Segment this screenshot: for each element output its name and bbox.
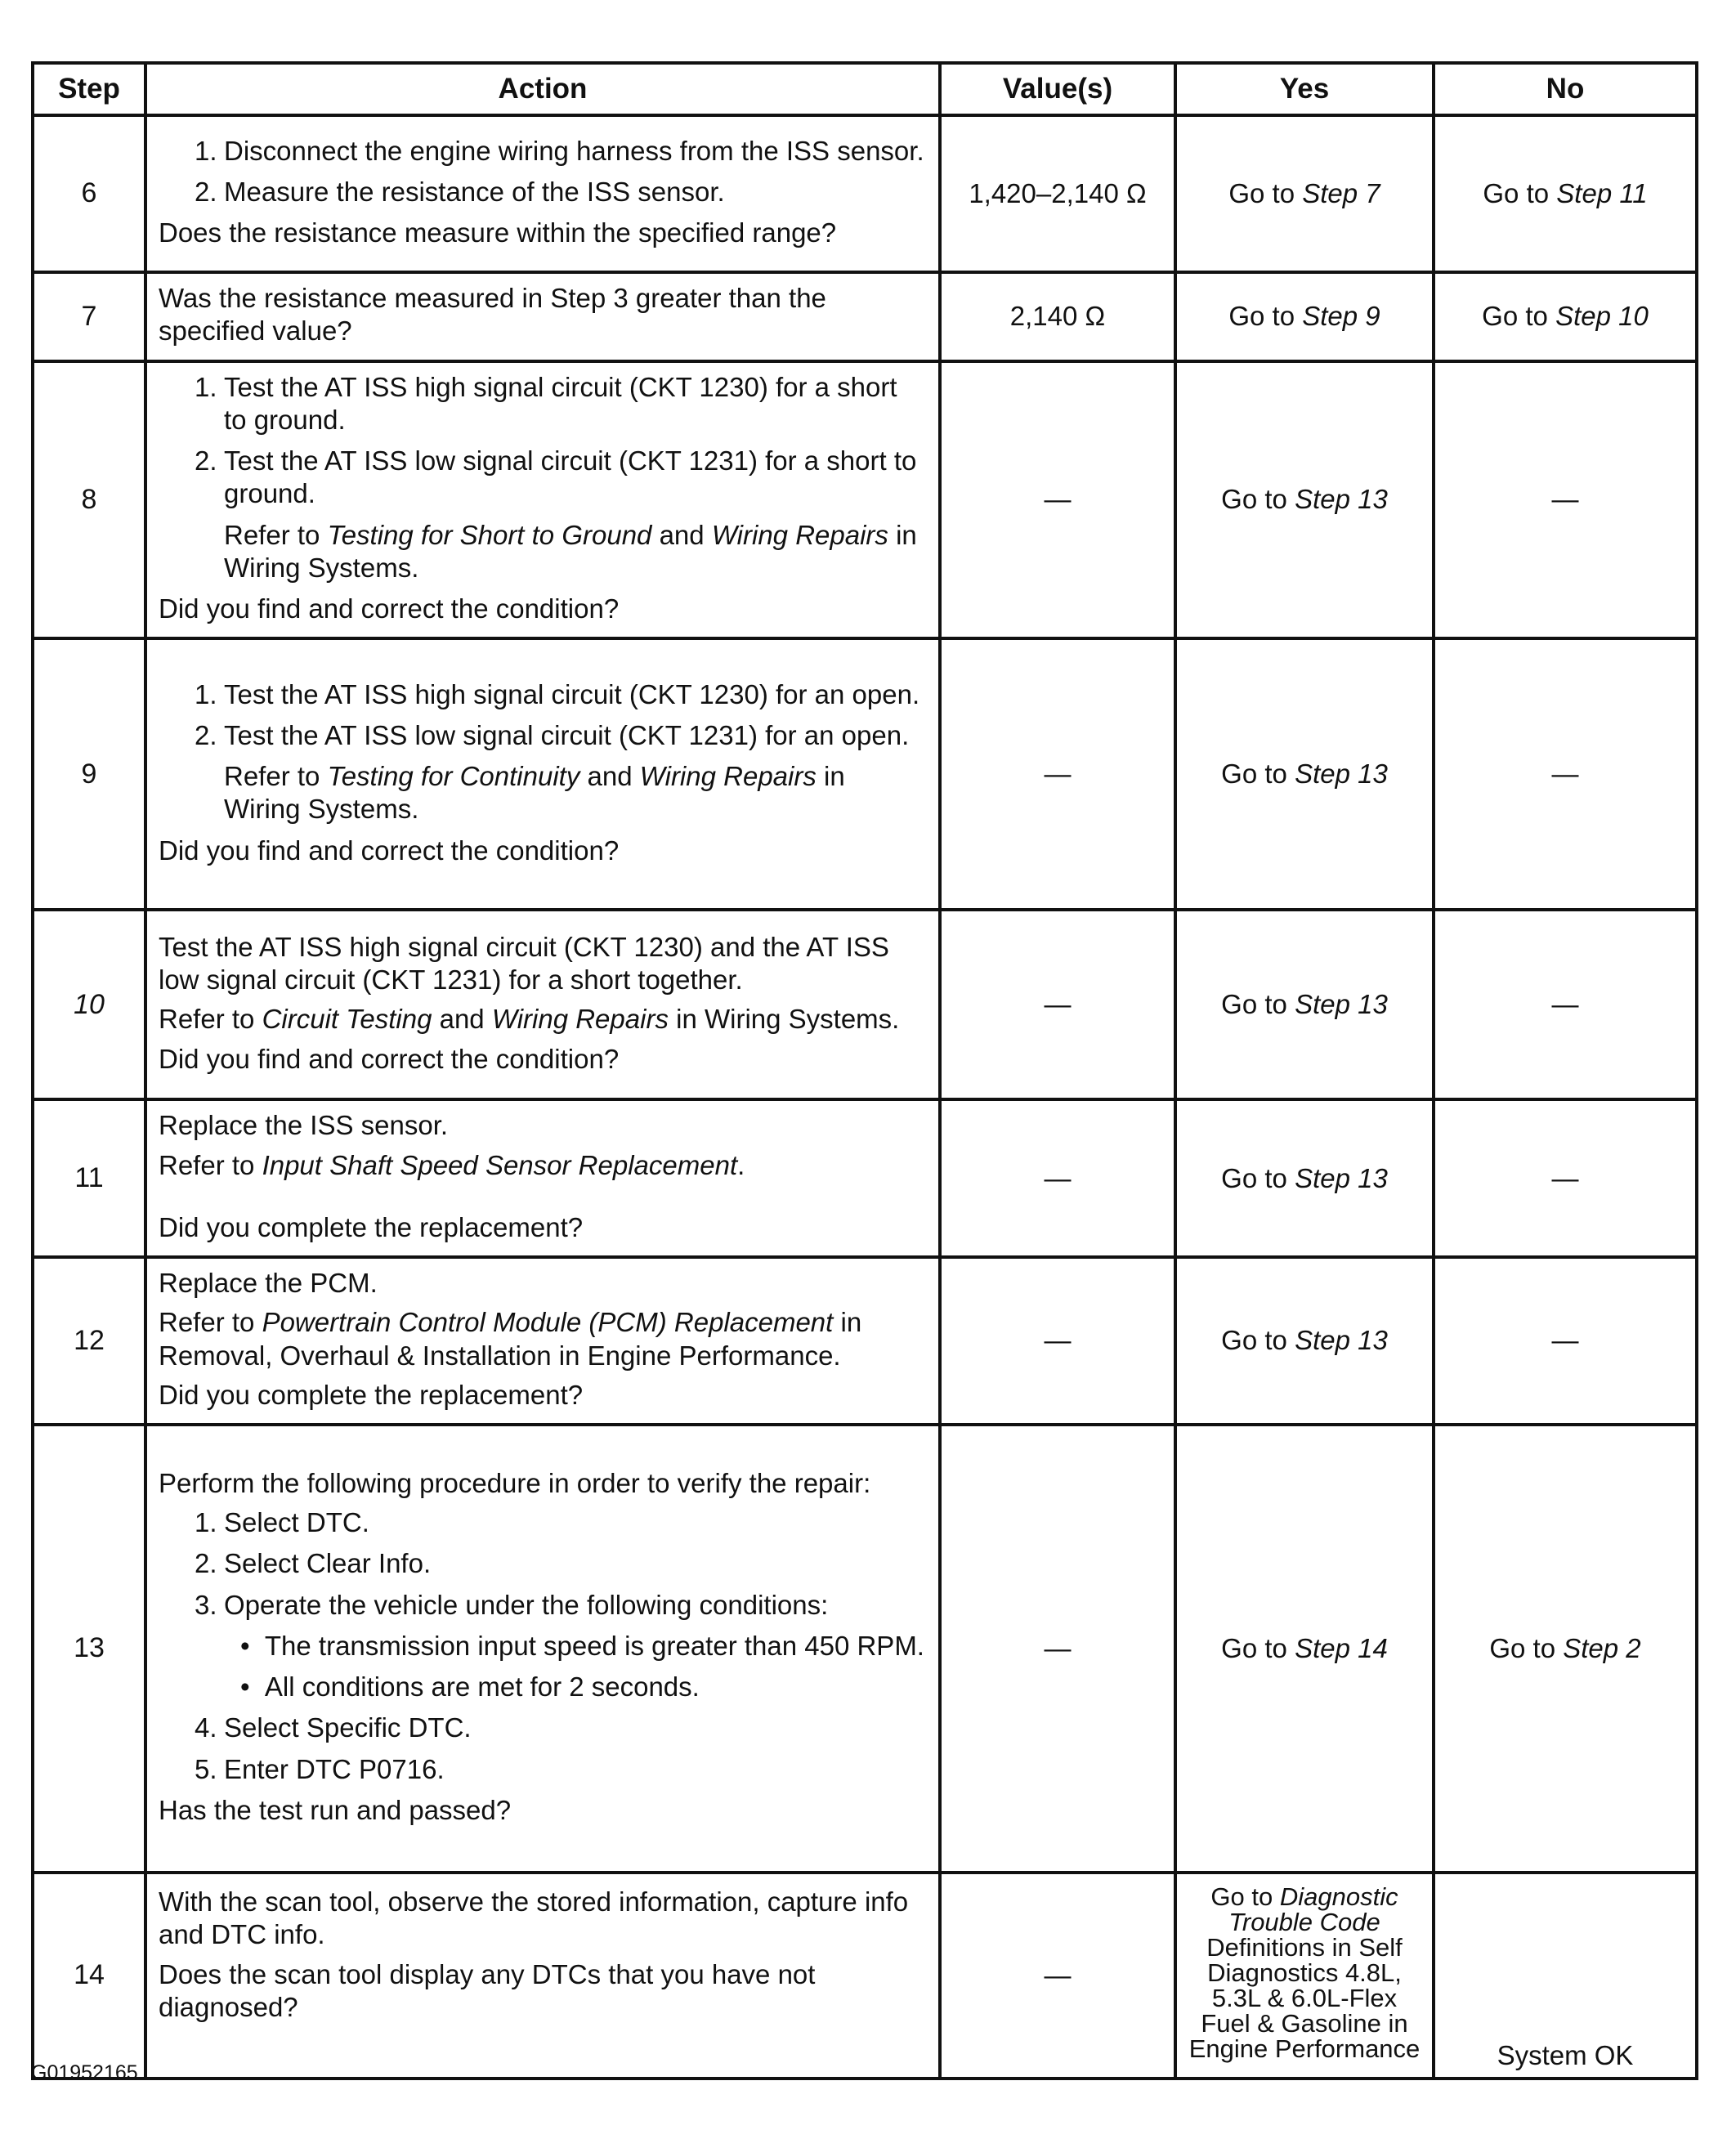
list-item: 3. Operate the vehicle under the following conditions:: [195, 1589, 829, 1620]
no-cell: [1434, 638, 1697, 910]
question-text: Did you complete the replacement?: [159, 1211, 584, 1242]
action-list: [159, 1506, 927, 1622]
question-text: Did you complete the replacement?: [159, 1379, 584, 1410]
value-cell: [940, 1425, 1175, 1873]
step-number: 9: [33, 638, 145, 910]
yes-cell: Go to Step 14: [1175, 1425, 1434, 1873]
dash-mark: —: [1551, 1162, 1579, 1193]
table-row: [33, 1257, 1697, 1425]
action-cell: [145, 361, 940, 639]
list-item: • All conditions are met for 2 seconds.: [240, 1671, 700, 1703]
condition-list: [159, 1630, 927, 1704]
diagnostic-table: [31, 61, 1698, 2080]
action-list: [159, 371, 927, 511]
list-item: 2. Measure the resistance of the ISS sensor.: [195, 176, 725, 207]
list-item: 2. Select Clear Info.: [195, 1548, 432, 1579]
value-cell: 1,420–2,140 Ω: [940, 115, 1175, 272]
step-number: 12: [33, 1257, 145, 1425]
question-text: Did you find and correct the condition?: [159, 593, 620, 624]
header-no: No: [1434, 63, 1697, 115]
dash-mark: —: [1044, 1959, 1072, 1990]
table-row: [33, 1099, 1697, 1257]
header-values: Value(s): [940, 63, 1175, 115]
step-number: 6: [33, 115, 145, 272]
value-cell: [940, 1873, 1175, 2079]
action-list: [159, 678, 927, 753]
no-cell: [1434, 910, 1697, 1099]
action-text: Replace the ISS sensor.: [159, 1110, 449, 1141]
dash-mark: —: [1044, 1632, 1072, 1663]
action-cell: [145, 272, 940, 361]
action-cell: [145, 1873, 940, 2079]
dash-mark: —: [1044, 1162, 1072, 1193]
dash-mark: —: [1551, 759, 1579, 790]
yes-cell: Go to Step 13: [1175, 910, 1434, 1099]
reference-text: Refer to Testing for Continuity and Wiring Repairs in Wiring Systems.: [224, 761, 845, 825]
value-cell: [940, 361, 1175, 639]
no-cell: [1434, 361, 1697, 639]
no-cell: [1434, 1257, 1697, 1425]
question-text: Did you find and correct the condition?: [159, 835, 620, 866]
action-text: With the scan tool, observe the stored information, capture info and DTC info.: [159, 1886, 909, 1950]
list-item: 1. Test the AT ISS high signal circuit (CKT 1230) for a short to ground.: [195, 371, 897, 435]
value-cell: [940, 1099, 1175, 1257]
action-list: [159, 135, 927, 209]
action-cell: [145, 910, 940, 1099]
table-row: [33, 1425, 1697, 1873]
reference-text: Refer to Input Shaft Speed Sensor Replacement.: [159, 1149, 745, 1180]
table-row: [33, 910, 1697, 1099]
no-cell: [1434, 1099, 1697, 1257]
action-cell: [145, 1099, 940, 1257]
question-text: Has the test run and passed?: [159, 1794, 512, 1825]
table-row: [33, 361, 1697, 639]
dash-mark: —: [1044, 1325, 1072, 1356]
list-item: 1. Disconnect the engine wiring harness from the ISS sensor.: [195, 135, 924, 166]
value-cell: [940, 638, 1175, 910]
list-item: 2. Test the AT ISS low signal circuit (CKT 1231) for a short to ground.: [195, 445, 917, 509]
dash-mark: —: [1551, 484, 1579, 515]
table-row: [33, 115, 1697, 272]
step-number: 13: [33, 1425, 145, 1873]
reference-text: Refer to Powertrain Control Module (PCM) Replacement in Removal, Overhaul & Installation in Engine Performance.: [159, 1307, 862, 1371]
action-text: Replace the PCM.: [159, 1268, 378, 1298]
yes-cell: Go to Step 13: [1175, 1099, 1434, 1257]
list-item: 1. Select DTC.: [195, 1507, 369, 1538]
action-text: Perform the following procedure in order to verify the repair:: [159, 1467, 871, 1498]
step-number: 8: [33, 361, 145, 639]
header-row: [33, 63, 1697, 115]
header-step: Step: [33, 63, 145, 115]
yes-cell: Go to Diagnostic Trouble Code Definitions in Self Diagnostics 4.8L, 5.3L & 6.0L-Flex Fuel & Gasoline in Engine Performance: [1175, 1873, 1434, 2079]
step-number: 10: [33, 910, 145, 1099]
dash-mark: —: [1044, 759, 1072, 790]
list-item: 5. Enter DTC P0716.: [195, 1753, 445, 1784]
step-number: 14: [33, 1873, 145, 2079]
yes-cell: Go to Step 13: [1175, 638, 1434, 910]
no-cell: System OK: [1434, 1873, 1697, 2079]
table-row: [33, 1873, 1697, 2079]
dash-mark: —: [1551, 989, 1579, 1020]
action-cell: [145, 1257, 940, 1425]
list-item: • The transmission input speed is greater than 450 RPM.: [240, 1630, 924, 1661]
list-item: 4. Select Specific DTC.: [195, 1712, 472, 1743]
question-text: Was the resistance measured in Step 3 greater than the specified value?: [159, 283, 826, 347]
yes-cell: Go to Step 13: [1175, 1257, 1434, 1425]
value-cell: 2,140 Ω: [940, 272, 1175, 361]
step-number: 11: [33, 1099, 145, 1257]
no-cell: Go to Step 11: [1434, 115, 1697, 272]
value-cell: [940, 1257, 1175, 1425]
yes-cell: Go to Step 13: [1175, 361, 1434, 639]
action-cell: [145, 1425, 940, 1873]
dash-mark: —: [1551, 1325, 1579, 1356]
step-number: 7: [33, 272, 145, 361]
question-text: Did you find and correct the condition?: [159, 1043, 620, 1074]
list-item: 1. Test the AT ISS high signal circuit (CKT 1230) for an open.: [195, 678, 920, 709]
action-cell: [145, 115, 940, 272]
no-cell: Go to Step 2: [1434, 1425, 1697, 1873]
yes-cell: Go to Step 7: [1175, 115, 1434, 272]
no-cell: Go to Step 10: [1434, 272, 1697, 361]
header-yes: Yes: [1175, 63, 1434, 115]
action-text: Test the AT ISS high signal circuit (CKT 1230) and the AT ISS low signal circuit (CKT 1231) for a short together.: [159, 931, 889, 995]
table-row: [33, 638, 1697, 910]
table-row: [33, 272, 1697, 361]
reference-text: Refer to Testing for Short to Ground and Wiring Repairs in Wiring Systems.: [224, 519, 917, 583]
list-item: 2. Test the AT ISS low signal circuit (CKT 1231) for an open.: [195, 719, 910, 750]
question-text: Does the scan tool display any DTCs that you have not diagnosed?: [159, 1958, 816, 2022]
question-text: Does the resistance measure within the specified range?: [159, 217, 837, 248]
action-list: [159, 1712, 927, 1786]
value-cell: [940, 910, 1175, 1099]
yes-cell: Go to Step 9: [1175, 272, 1434, 361]
header-action: Action: [145, 63, 940, 115]
figure-code: G01952165: [31, 2061, 138, 2084]
dash-mark: —: [1044, 484, 1072, 515]
action-cell: [145, 638, 940, 910]
reference-text: Refer to Circuit Testing and Wiring Repairs in Wiring Systems.: [159, 1004, 900, 1035]
dash-mark: —: [1044, 989, 1072, 1020]
